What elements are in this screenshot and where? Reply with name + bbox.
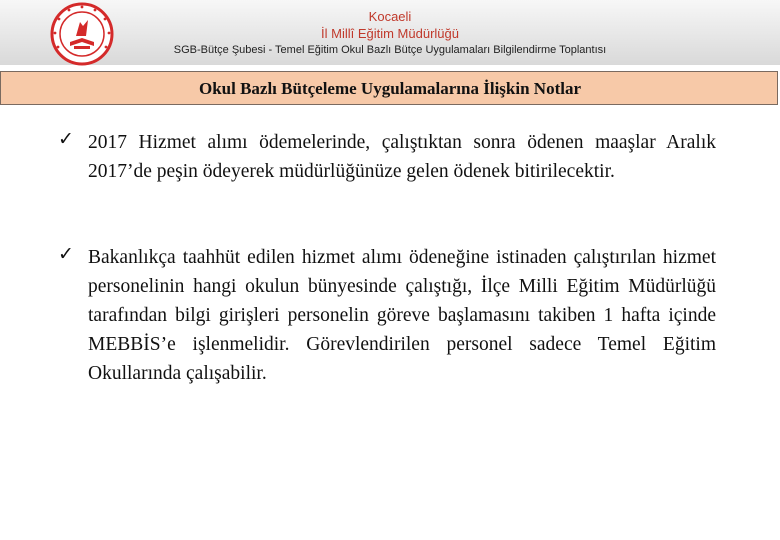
slide-title: Okul Bazlı Bütçeleme Uygulamalarına İlişkin Notlar bbox=[198, 79, 582, 98]
header-directorate: İl Millî Eğitim Müdürlüğü bbox=[321, 26, 459, 41]
bullet-text: 2017 Hizmet alımı ödemelerinde, çalıştıktan sonra ödenen maaşlar Aralık 2017’de peşin ödeyerek müdürlüğünüze gelen ödenek bitirilecektir. bbox=[88, 132, 716, 182]
checkmark-icon: ✓ bbox=[58, 243, 74, 265]
header-meeting: SGB-Bütçe Şubesi - Temel Eğitim Okul Bazlı Bütçe Uygulamaları Bilgilendirme Toplantısı bbox=[173, 44, 607, 56]
header-city: Kocaeli bbox=[368, 9, 412, 24]
slide-header bbox=[0, 0, 780, 65]
bullet-text: Bakanlıkça taahhüt edilen hizmet alımı ödeneğine istinaden çalıştırılan hizmet personelinin hangi okulun bünyesinde çalıştığı, İlçe Milli Eğitim Müdürlüğü tarafından bilgi girişleri personelin göreve başlamasını takiben 1 hafta içinde MEBBİS’e işlenmelidir. Görevlendirilen personel sadece Temel Eğitim Okullarında çalışabilir. bbox=[88, 247, 716, 384]
checkmark-icon: ✓ bbox=[58, 128, 74, 150]
